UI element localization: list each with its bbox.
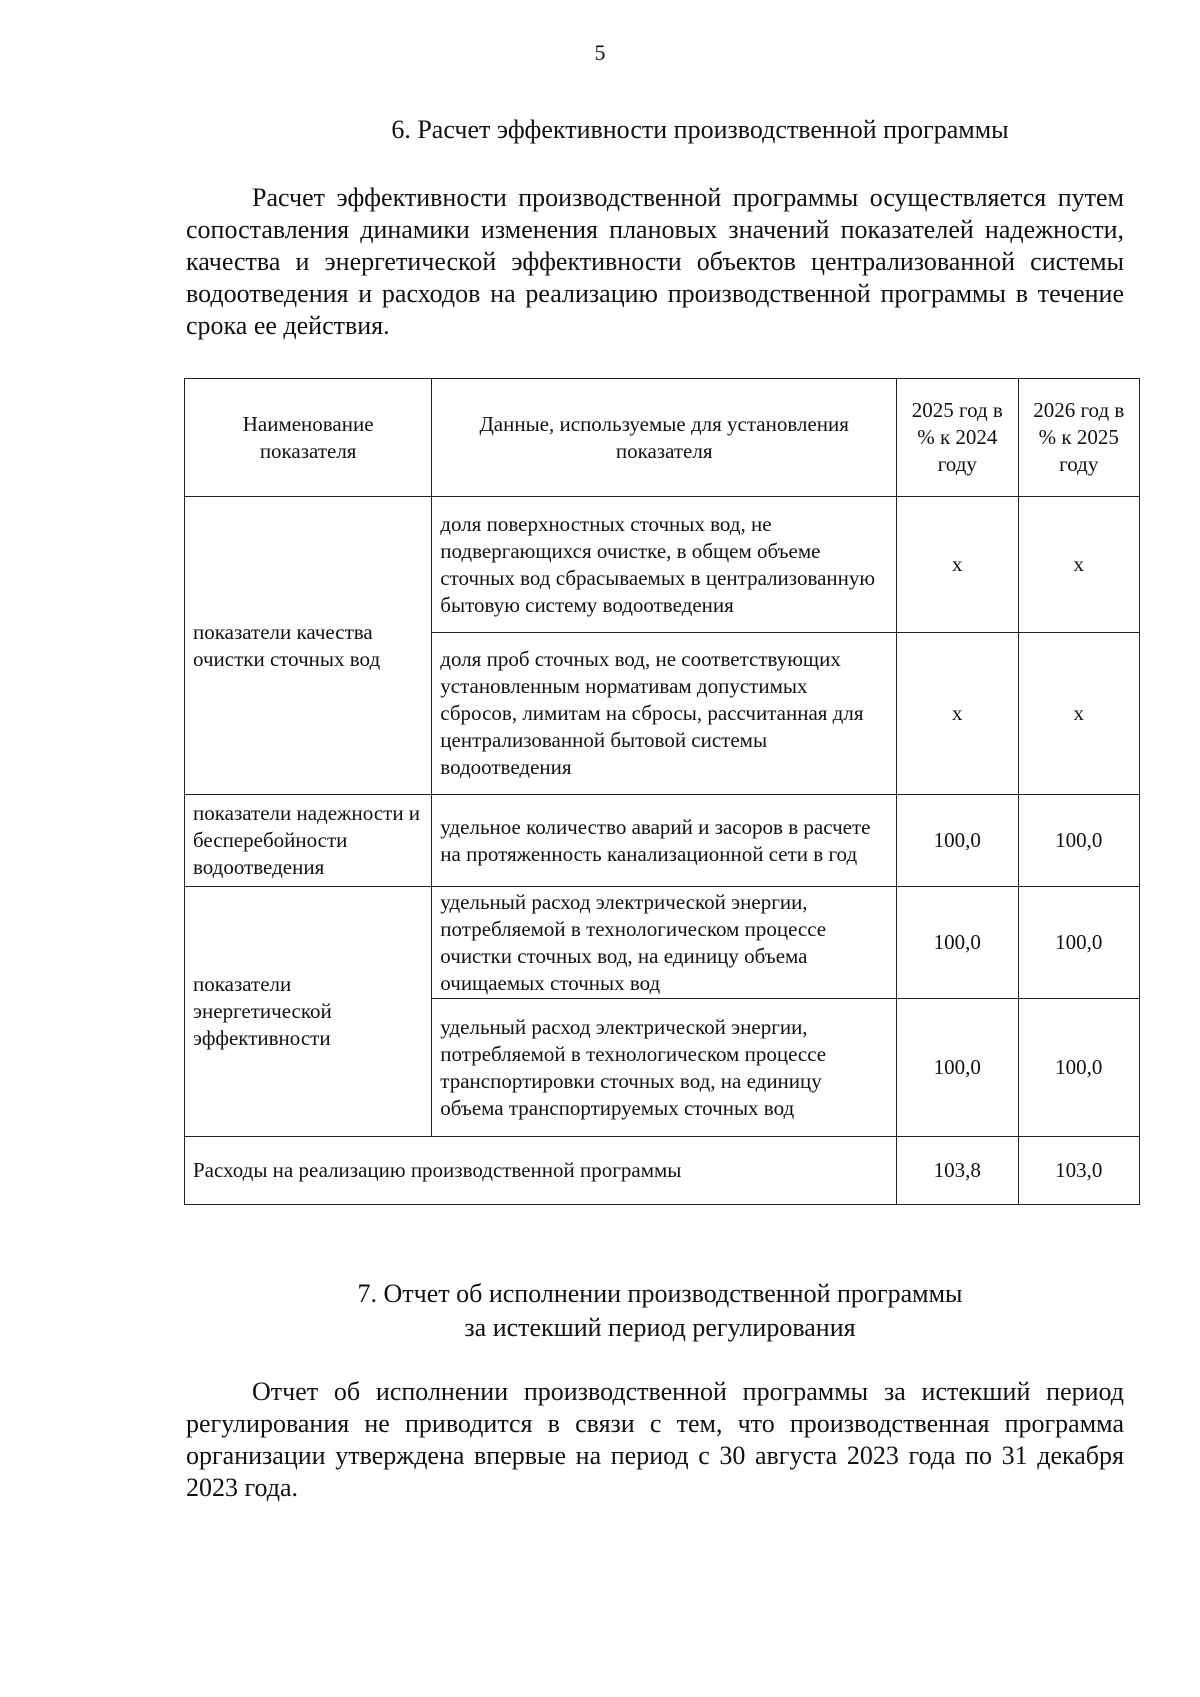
row-value-2025: 100,0 (897, 887, 1018, 999)
row-data: удельный расход электрической энергии, потребляемой в технологическом процессе транспортировки сточных вод, на единицу объема транспортируемых сточных вод (432, 999, 897, 1137)
header-2026: 2026 год в % к 2025 году (1018, 379, 1139, 497)
group-name-quality: показатели качества очистки сточных вод (185, 497, 432, 795)
indicators-table (184, 378, 1140, 1205)
section-7-title-line2: за истекший период регулирования (464, 1313, 856, 1342)
row-value-2026: x (1018, 633, 1139, 795)
row-data: удельное количество аварий и засоров в расчете на протяженность канализационной сети в год (432, 795, 897, 887)
row-value-2026: x (1018, 497, 1139, 633)
total-value-2025: 103,8 (897, 1137, 1018, 1205)
row-value-2025: 100,0 (897, 795, 1018, 887)
row-data: доля проб сточных вод, не соответствующих установленным нормативам допустимых сбросов, лимитам на сбросы, рассчитанная для централизованной бытовой системы водоотведения (432, 633, 897, 795)
header-data: Данные, используемые для установления показателя (432, 379, 897, 497)
row-value-2026: 100,0 (1018, 999, 1139, 1137)
group-name-energy: показатели энергетической эффективности (185, 887, 432, 1137)
section-7-paragraph: Отчет об исполнении производственной программы за истекший период регулирования не приводится в связи с тем, что производственная программа организации утверждена впервые на период с 30 августа 2023 года по 31 декабря 2023 года. (186, 1377, 1124, 1502)
row-value-2026: 100,0 (1018, 795, 1139, 887)
table-row (185, 795, 1140, 887)
table-row (185, 887, 1140, 999)
table-row (185, 497, 1140, 633)
page-number: 5 (594, 40, 606, 65)
total-label: Расходы на реализацию производственной программы (185, 1137, 897, 1205)
row-data: доля поверхностных сточных вод, не подвергающихся очистке, в общем объеме сточных вод сбрасываемых в централизованную бытовую систему водоотведения (432, 497, 897, 633)
group-name-reliability: показатели надежности и бесперебойности водоотведения (185, 795, 432, 887)
table-total-row (185, 1137, 1140, 1205)
section-6-title: 6. Расчет эффективности производственной программы (391, 115, 1009, 144)
section-7-title (200, 1277, 1120, 1345)
header-name: Наименование показателя (185, 379, 432, 497)
row-value-2025: x (897, 497, 1018, 633)
row-value-2025: x (897, 633, 1018, 795)
section-7-title-line1: 7. Отчет об исполнении производственной программы (357, 1279, 963, 1308)
total-value-2026: 103,0 (1018, 1137, 1139, 1205)
table-header-row (185, 379, 1140, 497)
row-value-2025: 100,0 (897, 999, 1018, 1137)
row-value-2026: 100,0 (1018, 887, 1139, 999)
header-2025: 2025 год в % к 2024 году (897, 379, 1018, 497)
row-data: удельный расход электрической энергии, потребляемой в технологическом процессе очистки сточных вод, на единицу объема очищаемых сточных вод (432, 887, 897, 999)
section-6-paragraph: Расчет эффективности производственной программы осуществляется путем сопоставления динамики изменения плановых значений показателей надежности, качества и энергетической эффективности объектов централизованной системы водоотведения и расходов на реализацию производственной программы в течение срока ее действия. (186, 183, 1124, 340)
